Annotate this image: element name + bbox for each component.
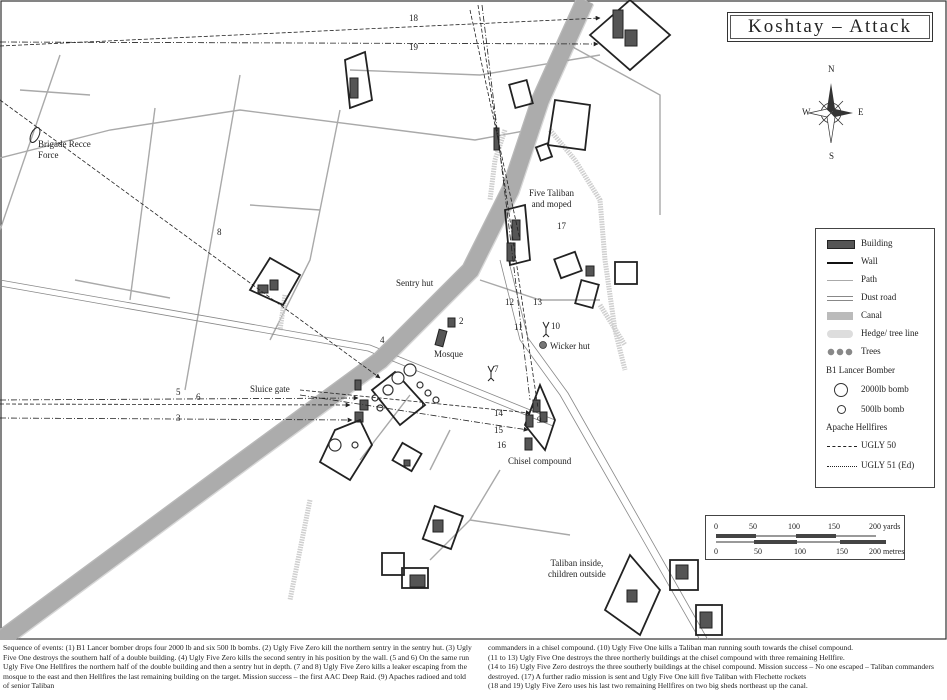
event-number: 19: [409, 42, 418, 52]
event-number: 13: [533, 297, 542, 307]
event-number: 8: [217, 227, 222, 237]
event-number: 4: [380, 335, 385, 345]
caption-right-4: (18 and 19) Ugly Five Zero uses his last two remaining Hellfires on two big sheds northeast up the canal.: [488, 681, 808, 691]
chisel-compound-label: Chisel compound: [508, 456, 572, 466]
event-number: 6: [196, 392, 201, 402]
legend-path: Path: [816, 273, 936, 287]
legend-ugly50: UGLY 50: [816, 439, 936, 453]
legend-trees: Trees: [816, 345, 936, 359]
scale-metres-200: 200 metres: [869, 547, 905, 556]
scale-yards-100: 100: [788, 522, 800, 531]
scale-yards-0: 0: [714, 522, 718, 531]
compass-s: S: [829, 151, 835, 161]
map-title: Koshtay – Attack: [727, 12, 933, 42]
scale-metres-100: 100: [794, 547, 806, 556]
compass-n: N: [828, 64, 835, 74]
event-number: 3: [176, 413, 181, 423]
brigade-recce-label: Brigade Recce Force: [38, 139, 91, 160]
event-number: 12: [505, 297, 514, 307]
sentry-hut-label: Sentry hut: [396, 278, 434, 288]
scale-metres-0: 0: [714, 547, 718, 556]
scale-bar: [705, 515, 905, 560]
event-number: 18: [409, 13, 418, 23]
event-number: 7: [494, 364, 499, 374]
event-number: 15: [494, 425, 503, 435]
sluice-gate-label: Sluice gate: [250, 384, 290, 394]
legend-500lb: 500lb bomb: [816, 403, 936, 417]
caption-right-2: (11 to 13) Ugly Five One destroys the three northerly buildings at the chisel compound with three remaining Hellfire.: [488, 652, 845, 662]
event-number: 11: [514, 322, 523, 332]
legend-bomber-heading: B1 Lancer Bomber: [826, 365, 895, 375]
caption-right-1: commanders in a chisel compound. (10) Ugly Five One kills a Taliban man running south towards the chisel compound.: [488, 643, 854, 652]
legend-building: Building: [816, 237, 936, 251]
legend-hedge: Hedge/ tree line: [816, 327, 936, 341]
caption-right-3: (14 to 16) Ugly Five Zero destroys the three southerly buildings at the chisel compound. Mission success – No one escaped – Taliban commanders destroyed. (17) A further radio mission is sent and Ugly Five One kill five Taliban with Flechette rockets: [488, 662, 935, 681]
five-taliban-label: Five Taliban and moped: [529, 188, 574, 209]
event-number: 5: [176, 387, 181, 397]
event-number: 14: [494, 408, 503, 418]
caption-left-text: Sequence of events: (1) B1 Lancer bomber drops four 2000 lb and six 500 lb bombs. (2) Ugly Five Zero kill the northern sentry in the sentry hut. (3) Ugly Five One destroys the southern half of a double building. (4) Ugly Five Zero kills the second sentry in his position by the wall. (5 and 6) On the same run Ugly Five One Hellfires the northern half of the double building and then a sentry hut in depth. (7 and 8) Ugly Five Zero kills a leaker escaping from the mosque to the east and then Hellfires the last remaining building on the target. Mission success – the first AAC Deep Raid. (9) Apaches radioed and told of senior Taliban: [3, 643, 472, 691]
compass-w: W: [802, 107, 811, 117]
wicker-hut-marker: [540, 342, 547, 349]
event-number: 1: [420, 399, 425, 409]
legend-ugly51: UGLY 51 (Ed): [816, 459, 936, 473]
taliban-inside-label: Taliban inside, children outside: [548, 558, 606, 579]
legend-canal: Canal: [816, 309, 936, 323]
legend-2000lb: 2000lb bomb: [816, 383, 936, 397]
event-number: 17: [557, 221, 566, 231]
legend-dust-road: Dust road: [816, 291, 936, 305]
wicker-hut-label: Wicker hut: [550, 341, 590, 351]
mosque-label: Mosque: [434, 349, 463, 359]
scale-metres-150: 150: [836, 547, 848, 556]
scale-metres-50: 50: [754, 547, 762, 556]
legend-apache-heading: Apache Hellfires: [826, 422, 888, 432]
event-number: 9: [537, 415, 542, 425]
event-number: 10: [551, 321, 560, 331]
caption-left: [3, 643, 473, 691]
scale-yards-200: 200 yards: [869, 522, 901, 531]
compass-e: E: [858, 107, 864, 117]
scale-yards-50: 50: [749, 522, 757, 531]
event-number: 16: [497, 440, 506, 450]
scale-yards-150: 150: [828, 522, 840, 531]
legend-wall: Wall: [816, 255, 936, 269]
legend: [815, 228, 935, 488]
event-number: 2: [459, 316, 464, 326]
caption-right: [488, 643, 944, 691]
